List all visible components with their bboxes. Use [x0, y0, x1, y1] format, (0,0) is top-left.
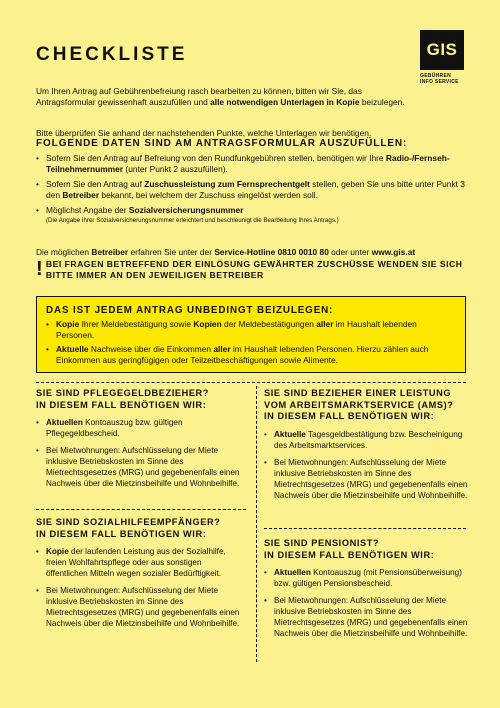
required-heading: DAS IST JEDEM ANTRAG UNBEDINGT BEIZULEGEN: — [46, 305, 334, 316]
exclamation-icon: ! — [36, 258, 43, 280]
list-item: • Bei Mietwohnungen: Aufschlüsselung der Miete inklusive Betriebskosten im Sinne des Mietrechtsgesetzes (MRG) und gegebenenfalls einen Nachweis über die Mietzinsbeihilfe und Wohnbeihilfe. — [36, 585, 244, 629]
pension-section — [264, 538, 468, 639]
required-documents-box — [36, 296, 466, 373]
ams-section — [264, 388, 468, 501]
divider — [36, 382, 466, 383]
pension-heading: SIE SIND PENSIONIST? IN DIESEM FALL BENÖTIGEN WIR: — [264, 538, 435, 560]
sozialhilfe-heading: SIE SIND SOZIALHILFEEMPFÄNGER? IN DIESEM FALL BENÖTIGEN WIR: — [36, 517, 221, 539]
list-item: • Bei Mietwohnungen: Aufschlüsselung der Miete inklusive Betriebskosten im Sinne des Mietrechtsgesetzes (MRG) und gegebenenfalls einen Nachweis über die Mietzinsbeihilfe und Wohnbeihilfe. — [36, 445, 244, 489]
list-item: • Aktuelle Nachweise über die Einkommen aller im Haushalt lebenden Personen. Hierzu zählen auch Einkommen aus geringfügigen oder Teilzeitbeschäftigungen sowie Alimente. — [46, 344, 456, 366]
list-item: • Aktuelle Tagesgeldbestätigung bzw. Bescheinigung des Arbeitsmarktservices. — [264, 429, 468, 451]
column-divider — [256, 386, 257, 662]
list-item: • Bei Mietwohnungen: Aufschlüsselung der Miete inklusive Betriebskosten im Sinne des Mietrechtsgesetzes (MRG) und gegebenenfalls einen Nachweis über die Mietzinsbeihilfe und Wohnbeihilfe. — [264, 457, 468, 501]
page-title: CHECKLISTE — [36, 44, 188, 65]
list-item: • Kopie Ihrer Meldebestätigung sowie Kopien der Meldebestätigungen aller im Haushalt lebenden Personen. — [46, 319, 456, 341]
list-item: • Bei Mietwohnungen: Aufschlüsselung der Miete inklusive Betriebskosten im Sinne des Mietrechtsgesetzes (MRG) und gegebenenfalls einen Nachweis über die Mietzinsbeihilfe und Wohnbeihilfe. — [264, 595, 468, 639]
list-item: • Kopie der laufenden Leistung aus der Sozialhilfe, freien Wohlfahrtspflege oder aus sonstigen öffentlichen Mitteln wegen sozialer Bedürftigkeit. — [36, 546, 244, 579]
footnote: (Die Angabe Ihrer Sozialversicherungsnummer erleichtert und beschleunigt die Bearbeitung Ihres Antrags.) — [46, 217, 339, 224]
hotline-line: Die möglichen Betreiber erfahren Sie unter der Service-Hotline 0810 0010 80 oder unter www.gis.at — [36, 247, 416, 257]
pflegegeld-heading: SIE SIND PFLEGEGELDBEZIEHER? IN DIESEM FALL BENÖTIGEN WIR: — [36, 388, 210, 410]
divider — [36, 509, 246, 510]
gis-logo-subtitle: GEBÜHREN INFO SERVICE — [420, 73, 459, 85]
gis-logo-mark: GIS — [420, 30, 464, 70]
intro-paragraph: Um Ihren Antrag auf Gebührenbefreiung rasch bearbeiten zu können, bitten wir Sie, das Antragsformular gewissenhaft auszufüllen und alle notwendigen Unterlagen in Kopie beizulegen. — [36, 86, 405, 107]
gis-logo — [420, 30, 466, 85]
ams-heading: SIE SIND BEZIEHER EINER LEISTUNG VOM ARBEITSMARKTSERVICE (AMS)? IN DIESEM FALL BENÖTIGEN WIR: — [264, 388, 454, 421]
form-data-section — [36, 138, 466, 225]
pflegegeld-section — [36, 388, 244, 489]
intro-paragraph-2: Bitte überprüfen Sie anhand der nachstehenden Punkte, welche Unterlagen wir benötigen. — [36, 128, 372, 138]
list-item: • Möglichst Angabe der Sozialversicherungsnummer (Die Angabe Ihrer Sozialversicherungsnummer erleichtert und beschleunigt die Bearbeitung Ihres Antrags.) — [36, 205, 466, 225]
divider — [264, 528, 466, 529]
warning-text: BEI FRAGEN BETREFFEND DER EINLÖSUNG GEWÄHRTER ZUSCHÜSSE WENDEN SIE SICH BITTE IMMER AN DEN JEWEILIGEN BETREIBER — [45, 259, 463, 280]
list-item: • Aktuellen Kontoauszug (mit Pensionsüberweisung) bzw. gültigen Pensionsbescheid. — [264, 567, 468, 589]
form-data-heading: FOLGENDE DATEN SIND AM ANTRAGSFORMULAR AUSZUFÜLLEN: — [36, 138, 408, 149]
warning-notice — [36, 259, 466, 281]
list-item: • Sofern Sie den Antrag auf Befreiung von den Rundfunkgebühren stellen, benötigen wir Ihre Radio-/Fernseh-Teilnehmernummer (unter Punkt 2 auszufüllen). — [36, 153, 466, 175]
sozialhilfe-section — [36, 517, 244, 629]
list-item: • Aktuellen Kontoauszug bzw. gültigen Pflegegeldbescheid. — [36, 417, 244, 439]
list-item: • Sofern Sie den Antrag auf Zuschussleistung zum Fernsprechentgelt stellen, geben Sie uns bitte unter Punkt 3 den Betreiber bekannt, bei welchem der Zuschuss eingelöst werden soll. — [36, 179, 466, 201]
